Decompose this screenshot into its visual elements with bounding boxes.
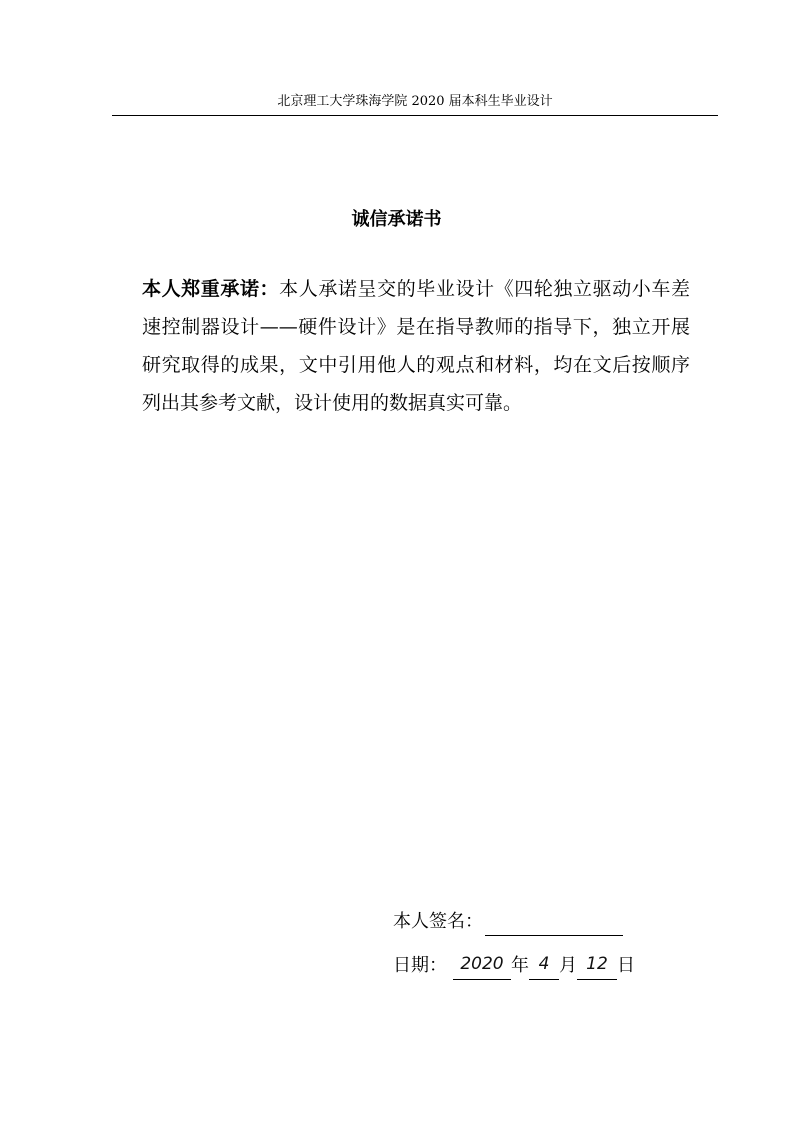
signature-line [485,907,623,936]
date-day-handwritten: 12 [577,951,617,980]
pledge-text: 本人承诺呈交的毕业设计《四轮独立驱动小车差速控制器设计——硬件设计》是在指导教师的指导下，独立开展研究取得的成果，文中引用他人的观点和材料，均在文后按顺序列出其参考文献，设计使用的数据真实可靠。 [142,278,690,414]
date-row [393,940,693,980]
pledge-paragraph [142,270,690,422]
document-title: 诚信承诺书 [351,209,442,230]
signature-row [393,896,693,936]
date-label: 日期： [393,955,447,976]
date-year-handwritten: 2020 [453,951,511,980]
signature-block [393,896,693,980]
month-unit: 月 [559,955,577,976]
page-header: 北京理工大学珠海学院 2020 届本科生毕业设计 [112,92,718,116]
signature-label: 本人签名： [393,911,483,932]
year-unit: 年 [511,955,529,976]
date-month-handwritten: 4 [529,951,559,980]
day-unit: 日 [617,955,635,976]
pledge-lead: 本人郑重承诺： [142,278,280,300]
